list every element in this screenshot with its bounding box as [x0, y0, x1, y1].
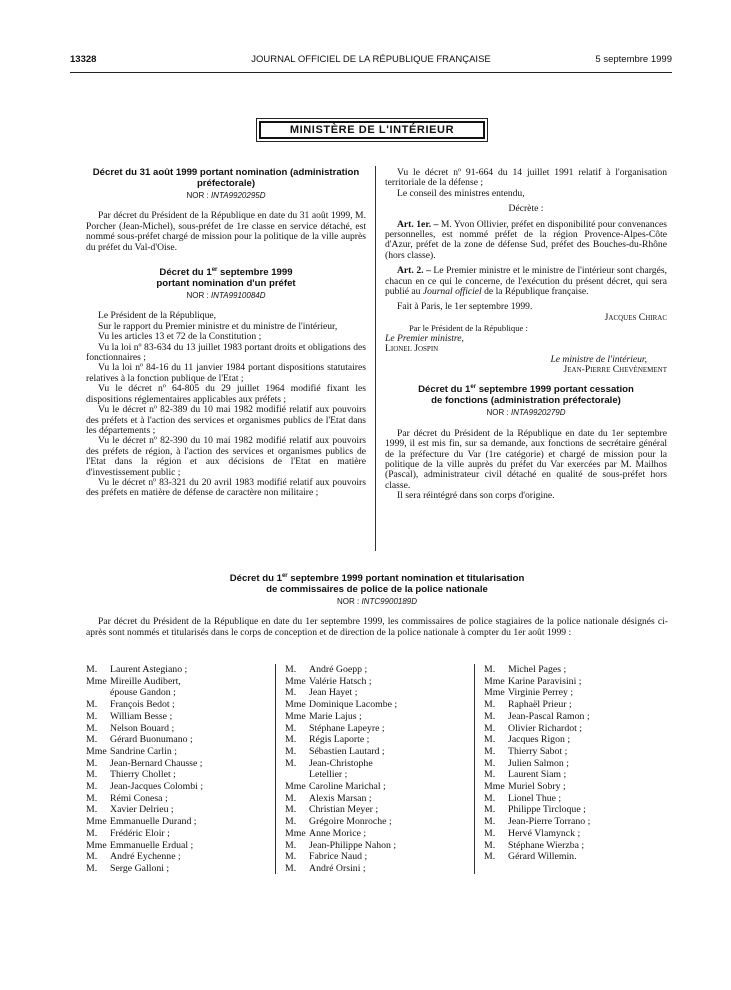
person-name: Hervé Vlamynck ; — [508, 827, 581, 839]
person-name: Gérard Buonumano ; — [110, 734, 193, 746]
person-name: Stéphane Wierzba ; — [508, 839, 585, 851]
name-entry — [484, 769, 664, 781]
person-name: Emmanuelle Durand ; — [110, 816, 197, 828]
civility: M. — [285, 757, 297, 769]
person-name: Karine Paravisini ; — [508, 675, 582, 687]
name-entry — [86, 804, 266, 816]
decree4-section — [86, 574, 668, 638]
decree3-nor: NOR : INTA9920279D — [486, 408, 566, 418]
civility: M. — [86, 804, 98, 816]
person-name: William Besse ; — [110, 710, 173, 722]
name-entry — [285, 676, 465, 688]
person-name: Jean-Pierre Torrano ; — [508, 816, 591, 828]
decree2-paragraph: Vu le décret nº 91-664 du 14 juillet 1991 relatif à l'organisation territoriale de la défense ; — [385, 167, 667, 189]
name-entry — [86, 664, 266, 676]
decree1-nor: NOR : INTA9920295D — [186, 191, 266, 200]
article-2: Art. 2. – Le Premier ministre et le ministre de l'intérieur sont chargés, chacun en ce qui le concerne, de l'exécution du présent décret, qui sera publié au Journal officiel de la République française. — [385, 265, 667, 298]
decree2-paragraph: Vu les articles 13 et 72 de la Constitution ; — [98, 331, 262, 343]
civility: M. — [86, 664, 98, 675]
person-name: Christian Meyer ; — [309, 804, 379, 816]
civility: M. — [285, 664, 297, 675]
civility: M. — [285, 722, 297, 734]
civility: M. — [484, 769, 496, 781]
decree4-nor: NOR : INTC9900189D — [336, 597, 418, 606]
name-entry — [484, 699, 664, 711]
civility: M. — [484, 851, 496, 863]
decree2-paragraph: Vu la loi nº 84-16 du 11 janvier 1984 portant dispositions statutaires relatives à la fonction publique de l'Etat ; — [86, 362, 366, 384]
person-name: Caroline Marichal ; — [309, 781, 386, 793]
name-entry — [86, 828, 266, 840]
name-entry — [86, 758, 266, 770]
pm-title: Le Premier ministre, — [385, 332, 464, 344]
civility: M. — [86, 734, 98, 746]
journal-title: JOURNAL OFFICIEL DE LA RÉPUBLIQUE FRANÇAISE — [251, 54, 491, 65]
person-name: Emmanuelle Erdual ; — [110, 839, 194, 851]
civility — [285, 769, 309, 781]
name-entry — [285, 699, 465, 711]
name-entry — [285, 781, 465, 793]
civility: M. — [484, 734, 496, 746]
decree2-paragraph: Le conseil des ministres entendu, — [397, 187, 525, 199]
minister-name: Jean-Pierre Chevènement — [563, 363, 667, 375]
decrete: Décrète : — [508, 203, 544, 215]
person-name: épouse Gandon ; — [110, 687, 176, 699]
civility: Mme — [86, 839, 107, 851]
civility: M. — [285, 851, 297, 863]
signatory: Jacques Chirac — [604, 311, 667, 323]
name-entry — [86, 676, 266, 688]
person-name: Lionel Thue ; — [508, 792, 562, 804]
name-entry — [86, 863, 266, 875]
person-name: Laurent Astegiano ; — [110, 664, 188, 675]
decree2-paragraph: Vu le décret nº 83-321 du 20 avril 1983 modifié relatif aux pouvoirs des préfets en matière de défense de caractère non militaire ; — [86, 476, 366, 499]
person-name: Virginie Perrey ; — [508, 687, 574, 699]
decree1-body: Par décret du Président de la République en date du 31 août 1999, M. Porcher (Jean-Michel), sous-préfet de 1re classe en service détaché, est nommé sous-préfet chargé de mission pour la politique de la ville auprès du préfet du Val-d'Oise. — [86, 210, 366, 253]
done-at: Fait à Paris, le 1er septembre 1999. — [397, 301, 533, 313]
name-entry — [285, 746, 465, 758]
civility: Mme — [285, 827, 306, 839]
civility: Mme — [86, 816, 107, 828]
civility: M. — [285, 816, 297, 828]
name-entry — [86, 840, 266, 852]
name-entry — [285, 840, 465, 852]
name-entry — [484, 723, 664, 735]
right-column — [385, 168, 667, 502]
person-name: Jean-Philippe Nahon ; — [309, 839, 397, 851]
person-name: Jacques Rigon ; — [508, 734, 571, 746]
name-entry — [86, 711, 266, 723]
name-entry — [86, 734, 266, 746]
name-entry — [86, 723, 266, 735]
name-entry — [484, 746, 664, 758]
header-date: 5 septembre 1999 — [595, 54, 672, 65]
person-name: Mireille Audibert, — [110, 675, 181, 687]
person-name: Jean Hayet ; — [309, 687, 358, 699]
person-name: Thierry Sabot ; — [508, 745, 568, 757]
column-divider — [375, 166, 376, 551]
decree2-paragraph: Vu le décret nº 82-390 du 10 mai 1982 modifié relatif aux pouvoirs des préfets de région, à l'action des services et organismes publics de l'Etat dans la région et aux décisions de l'Etat en matière d'investissement public ; — [86, 435, 366, 478]
civility: M. — [86, 792, 98, 804]
decree1-title: Décret du 31 août 1999 portant nomination (administration préfectorale) — [92, 167, 360, 189]
name-entry — [86, 793, 266, 805]
civility: Mme — [285, 675, 306, 687]
decree3-body: Par décret du Président de la République en date du 1er septembre 1999, il est mis fin, sur sa demande, aux fonctions de secrétaire général de la préfecture du Var (1re catégorie) et chargé de mission pour la politique de la ville auprès du préfet du Var exercées par M. Mailhos (Pascal), administrateur civil détaché en qualité de sous-préfet hors classe. — [385, 427, 667, 491]
person-name: André Eychenne ; — [110, 851, 181, 863]
name-entry — [484, 828, 664, 840]
civility: Mme — [484, 781, 505, 793]
names-divider-1 — [275, 664, 276, 874]
ministry-box — [256, 118, 488, 142]
decree2-paragraph: Sur le rapport du Premier ministre et du ministre de l'intérieur, — [98, 320, 338, 332]
person-name: Letellier ; — [309, 769, 348, 781]
name-entry — [285, 723, 465, 735]
name-entry — [484, 664, 664, 676]
civility: M. — [86, 699, 98, 711]
person-name: Sandrine Carlin ; — [110, 745, 177, 757]
decree4-body: Par décret du Président de la République en date du 1er septembre 1999, les commissaires de police stagiaires de la police nationale désignés ci-après sont nommés et titularisés dans le corps de conception et de direction de la police nationale à compter du 1er août 1999 : — [86, 616, 668, 638]
name-entry — [285, 734, 465, 746]
decree2-paragraph: Vu le décret nº 64-805 du 29 juillet 1964 modifié fixant les dispositions réglementaires applicables aux préfets ; — [86, 383, 366, 405]
page-number: 13328 — [70, 54, 97, 65]
name-entry — [285, 851, 465, 863]
civility: Mme — [285, 699, 306, 711]
civility: M. — [285, 734, 297, 746]
names-column-3 — [484, 664, 664, 863]
civility: M. — [285, 687, 297, 699]
civility: M. — [484, 757, 496, 769]
civility: Mme — [285, 710, 306, 722]
minister-title: Le ministre de l'intérieur, — [550, 353, 647, 365]
person-name: Serge Galloni ; — [110, 862, 170, 874]
name-entry — [484, 851, 664, 863]
name-entry — [86, 851, 266, 863]
civility: M. — [86, 827, 98, 839]
name-entry — [285, 664, 465, 676]
person-name: Frédéric Eloir ; — [110, 827, 170, 839]
name-entry — [86, 687, 266, 699]
header-rule — [70, 72, 672, 73]
person-name: Julien Salmon ; — [508, 757, 569, 769]
name-entry — [484, 816, 664, 828]
names-divider-2 — [474, 664, 475, 874]
name-entry — [484, 793, 664, 805]
decree2-paragraph: Le Président de la République, — [98, 310, 217, 322]
names-column-1 — [86, 664, 266, 875]
person-name: Jean-Christophe — [309, 757, 373, 769]
person-name: François Bedot ; — [110, 699, 175, 711]
decree2-right-paragraphs — [385, 168, 667, 199]
person-name: Anne Morice ; — [309, 827, 367, 839]
person-name: Michel Pages ; — [508, 664, 567, 675]
person-name: Raphaël Prieur ; — [508, 699, 572, 711]
civility: M. — [484, 827, 496, 839]
person-name: Xavier Delrieu ; — [110, 804, 174, 816]
civility: M. — [86, 862, 98, 874]
decree2-nor: NOR : INTA9910084D — [186, 291, 266, 301]
name-entry — [484, 781, 664, 793]
name-entry — [285, 711, 465, 723]
left-column — [86, 168, 366, 499]
person-name: Régis Laporte ; — [309, 734, 370, 746]
civility: M. — [285, 745, 297, 757]
name-entry — [86, 781, 266, 793]
person-name: Marie Lajus ; — [309, 710, 362, 722]
civility: Mme — [86, 675, 107, 687]
civility: M. — [484, 804, 496, 816]
name-entry — [484, 804, 664, 816]
person-name: Jean-Jacques Colombi ; — [110, 781, 204, 793]
civility: M. — [484, 839, 496, 851]
person-name: Dominique Lacombe ; — [309, 699, 398, 711]
civility: M. — [484, 699, 496, 711]
civility: M. — [484, 792, 496, 804]
person-name: Grégoire Monroche ; — [309, 816, 392, 828]
person-name: Alexis Marsan ; — [309, 792, 372, 804]
name-entry — [285, 816, 465, 828]
name-entry — [86, 816, 266, 828]
person-name: Valérie Hatsch ; — [309, 675, 372, 687]
name-entry — [285, 758, 465, 770]
person-name: Muriel Sobry ; — [508, 781, 566, 793]
name-entry — [86, 746, 266, 758]
person-name: Jean-Pascal Ramon ; — [508, 710, 590, 722]
name-entry — [285, 687, 465, 699]
person-name: Rémi Conesa ; — [110, 792, 168, 804]
civility: Mme — [86, 745, 107, 757]
name-entry — [86, 769, 266, 781]
civility: M. — [86, 851, 98, 863]
person-name: Sébastien Lautard ; — [309, 745, 385, 757]
name-entry — [484, 758, 664, 770]
civility: M. — [86, 769, 98, 781]
name-entry — [285, 804, 465, 816]
name-entry — [86, 699, 266, 711]
civility: M. — [285, 862, 297, 874]
person-name: Gérard Willemin. — [508, 851, 577, 863]
person-name: Jean-Bernard Chausse ; — [110, 757, 203, 769]
civility: M. — [285, 839, 297, 851]
civility: M. — [86, 722, 98, 734]
name-entry — [484, 840, 664, 852]
person-name: Philippe Tircloque ; — [508, 804, 586, 816]
names-column-2 — [285, 664, 465, 875]
name-entry — [285, 793, 465, 805]
decree2-paragraphs — [86, 311, 366, 498]
person-name: André Orsini ; — [309, 862, 366, 874]
pm-name: Lionel Jospin — [385, 343, 439, 355]
decree3-title: Décret du 1er septembre 1999 portant cessation de fonctions (administration préfectorale) — [418, 384, 634, 406]
by-president: Par le Président de la République : — [409, 323, 528, 334]
civility: M. — [285, 792, 297, 804]
decree2-paragraph: Vu la loi nº 83-634 du 13 juillet 1983 portant droits et obligations des fonctionnaires ; — [86, 341, 366, 364]
decree4-title: Décret du 1er septembre 1999 portant nomination et titularisation de commissaires de police de la police nationale — [229, 572, 525, 595]
civility — [86, 687, 110, 699]
name-entry — [484, 711, 664, 723]
civility: M. — [484, 710, 496, 722]
civility: Mme — [484, 675, 505, 687]
civility: M. — [86, 710, 98, 722]
article-1: Art. 1er. – M. Yvon Ollivier, préfet en disponibilité pour convenances personnelles, est nommé préfet de la région Provence-Alpes-Côte d'Azur, préfet de la zone de défense Sud, préfet des Bouches-du-Rhône (hors classe). — [385, 218, 667, 261]
civility: M. — [484, 745, 496, 757]
civility: M. — [86, 781, 98, 793]
page-header — [70, 54, 672, 70]
person-name: Nelson Bouard ; — [110, 722, 175, 734]
civility: Mme — [484, 687, 505, 699]
decree2-paragraph: Vu le décret nº 82-389 du 10 mai 1982 modifié relatif aux pouvoirs des préfets et à l'action des services et organismes publics de l'Etat dans les départements ; — [86, 404, 366, 436]
civility: M. — [484, 816, 496, 828]
name-entry — [285, 863, 465, 875]
decree3-body2: Il sera réintégré dans son corps d'origine. — [397, 490, 555, 502]
person-name: Stéphane Lapeyre ; — [309, 722, 385, 734]
ministry-heading: MINISTÈRE DE L'INTÉRIEUR — [259, 121, 485, 139]
name-entry — [484, 734, 664, 746]
civility: M. — [484, 722, 496, 734]
person-name: Laurent Siam ; — [508, 769, 567, 781]
civility: M. — [86, 757, 98, 769]
name-entry — [285, 769, 465, 781]
name-entry — [484, 676, 664, 688]
person-name: Fabrice Naud ; — [309, 851, 368, 863]
person-name: Olivier Richardot ; — [508, 722, 583, 734]
civility: M. — [285, 804, 297, 816]
civility: Mme — [285, 781, 306, 793]
person-name: André Goepp ; — [309, 664, 368, 675]
decree2-title: Décret du 1er septembre 1999 portant nomination d'un préfet — [156, 266, 296, 289]
name-entry — [484, 687, 664, 699]
name-entry — [285, 828, 465, 840]
person-name: Thierry Chollet ; — [110, 769, 176, 781]
civility: M. — [484, 664, 496, 675]
